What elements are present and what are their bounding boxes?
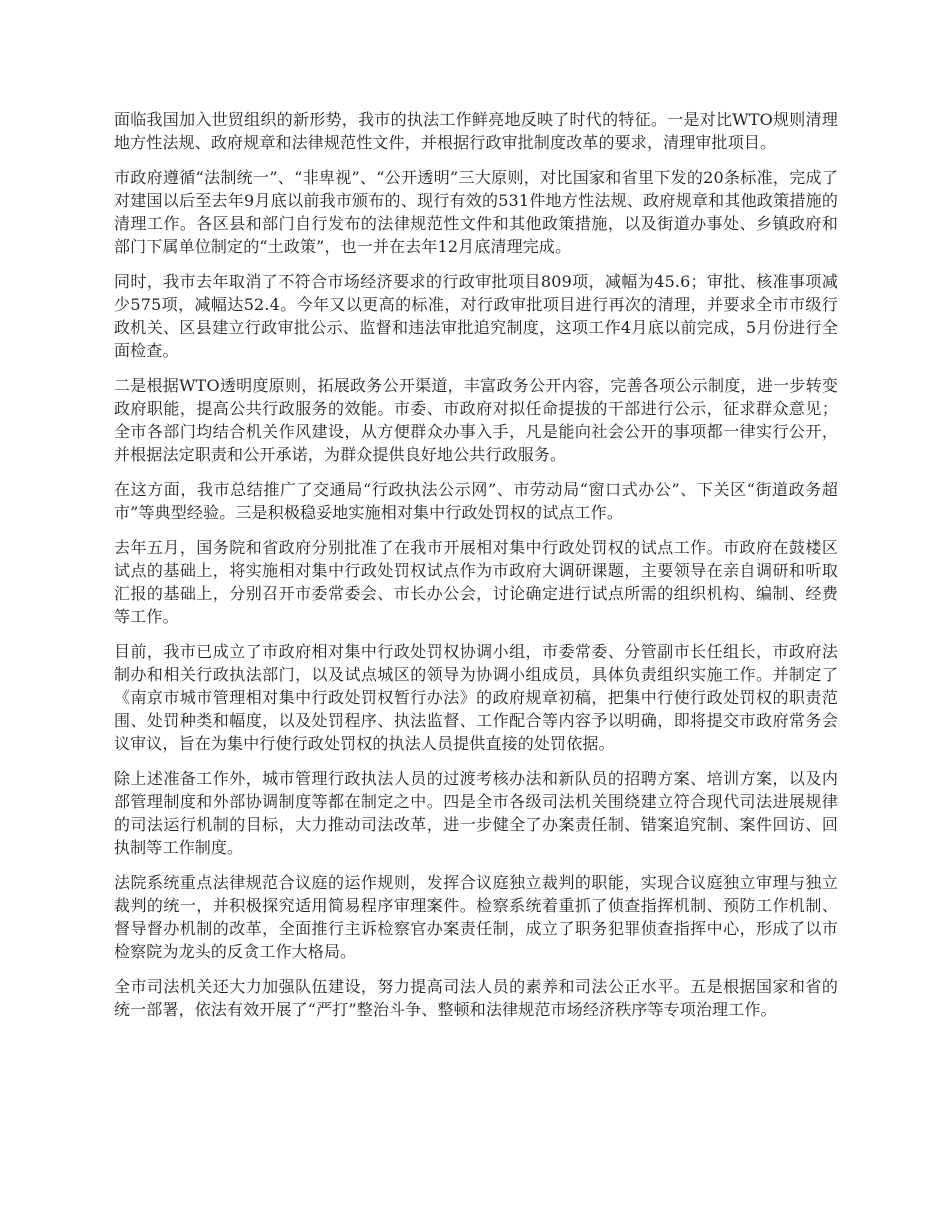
document-body	[114, 108, 838, 1033]
paragraph-5: 在这方面，我市总结推广了交通局“行政执法公示网”、市劳动局“窗口式办公”、下关区“街道政务超市”等典型经验。三是积极稳妥地实施相对集中行政处罚权的试点工作。	[114, 480, 838, 522]
paragraph-2: 市政府遵循“法制统一”、“非卑视”、“公开透明”三大原则，对比国家和省里下发的20条标准，完成了对建国以后至去年9月底以前我市颁布的、现行有效的531件地方性法规、政府规章和其他政策措施的清理工作。各区县和部门自行发布的法律规范性文件和其他政策措施，以及街道办事处、乡镇政府和部门下属单位制定的“土政策”，也一并在去年12月底清理完成。	[114, 168, 838, 256]
paragraph-6: 去年五月，国务院和省政府分别批准了在我市开展相对集中行政处罚权的试点工作。市政府在鼓楼区试点的基础上，将实施相对集中行政处罚权试点作为市政府大调研课题，主要领导在亲自调研和听取汇报的基础上，分别召开市委常委会、市长办公会，讨论确定进行试点所需的组织机构、编制、经费等工作。	[114, 538, 838, 626]
paragraph-4: 二是根据WTO透明度原则，拓展政务公开渠道，丰富政务公开内容，完善各项公示制度，进一步转变政府职能，提高公共行政服务的效能。市委、市政府对拟任命提拔的干部进行公示，征求群众意见；全市各部门均结合机关作风建设，从方便群众办事入手，凡是能向社会公开的事项都一律实行公开，并根据法定职责和公开承诺，为群众提供良好地公共行政服务。	[114, 376, 838, 464]
paragraph-7: 目前，我市已成立了市政府相对集中行政处罚权协调小组，市委常委、分管副市长任组长，市政府法制办和相关行政执法部门，以及试点城区的领导为协调小组成员，具体负责组织实施工作。并制定了《南京市城市管理相对集中行政处罚权暂行办法》的政府规章初稿，把集中行使行政处罚权的职责范围、处罚种类和幅度，以及处罚程序、执法监督、工作配合等内容予以明确，即将提交市政府常务会议审议，旨在为集中行使行政处罚权的执法人员提供直接的处罚依据。	[114, 642, 838, 753]
paragraph-9: 法院系统重点法律规范合议庭的运作规则，发挥合议庭独立裁判的职能，实现合议庭独立审理与独立裁判的统一，并积极探究适用简易程序审理案件。检察系统着重抓了侦查指挥机制、预防工作机制、督导督办机制的改革，全面推行主诉检察官办案责任制，成立了职务犯罪侦查指挥中心，形成了以市检察院为龙头的反贪工作大格局。	[114, 873, 838, 961]
paragraph-1: 面临我国加入世贸组织的新形势，我市的执法工作鲜亮地反映了时代的特征。一是对比WTO规则清理地方性法规、政府规章和法律规范性文件，并根据行政审批制度改革的要求，清理审批项目。	[114, 110, 838, 152]
paragraph-3: 同时，我市去年取消了不符合市场经济要求的行政审批项目809项，减幅为45.6；审批、核准事项减少575项，减幅达52.4。今年又以更高的标准，对行政审批项目进行再次的清理，并要求全市市级行政机关、区县建立行政审批公示、监督和违法审批追究制度，这项工作4月底以前完成，5月份进行全面检查。	[114, 272, 838, 360]
paragraph-8: 除上述准备工作外，城市管理行政执法人员的过渡考核办法和新队员的招聘方案、培训方案，以及内部管理制度和外部协调制度等都在制定之中。四是全市各级司法机关围绕建立符合现代司法进展规律的司法运行机制的目标，大力推动司法改革，进一步健全了办案责任制、错案追究制、案件回访、回执制等工作制度。	[114, 769, 838, 857]
paragraph-10: 全市司法机关还大力加强队伍建设，努力提高司法人员的素养和司法公正水平。五是根据国家和省的统一部署，依法有效开展了“严打”整治斗争、整顿和法律规范市场经济秩序等专项治理工作。	[114, 977, 838, 1019]
